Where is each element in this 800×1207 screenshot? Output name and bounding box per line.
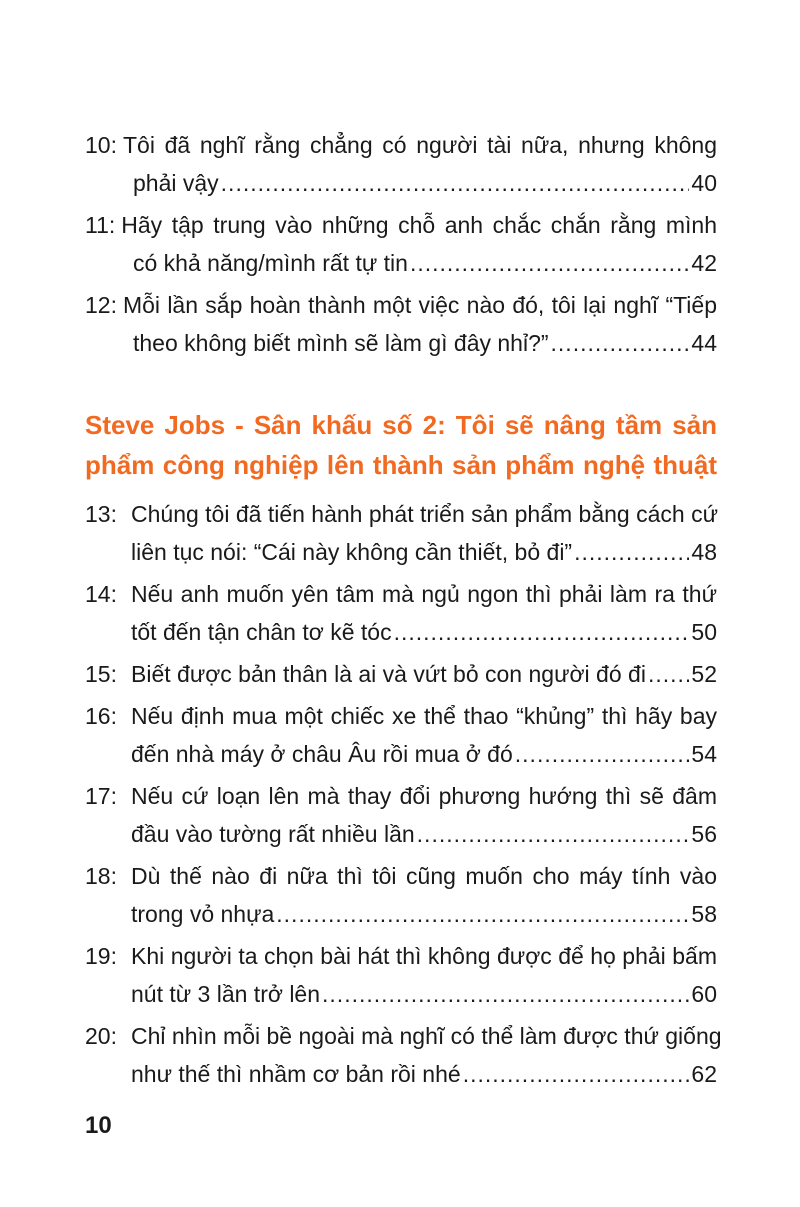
entry-title-line1: Biết được bản thân là ai và vứt bỏ con người đó đi [131, 661, 646, 687]
toc-entry-19 [85, 937, 717, 1013]
toc-entry-20 [85, 1017, 722, 1093]
entry-title-line2: có khả năng/mình rất tự tin [133, 250, 408, 276]
entry-number: 20: [85, 1023, 117, 1049]
entry-title-line1: Hãy tập trung vào những chỗ anh chắc chắn rằng mình [121, 212, 717, 238]
dot-leader [551, 324, 690, 362]
toc-list-part2 [85, 495, 722, 1097]
dot-leader [648, 655, 689, 693]
page-number: 10 [85, 1112, 112, 1139]
toc-entry-15 [85, 655, 717, 693]
entry-title-line2: như thế thì nhầm cơ bản rồi nhé [131, 1061, 461, 1087]
entry-number: 19: [85, 943, 117, 969]
entry-page: 44 [691, 330, 717, 356]
entry-title-line1: Chỉ nhìn mỗi bề ngoài mà nghĩ có thể làm được thứ giống [131, 1023, 722, 1049]
entry-page: 54 [691, 741, 717, 767]
toc-entry-12 [85, 286, 717, 362]
toc-entry-11 [85, 206, 717, 282]
entry-title-line1: Nếu cứ loạn lên mà thay đổi phương hướng thì sẽ đâm [131, 783, 717, 809]
entry-number: 15: [85, 661, 117, 687]
dot-leader [322, 975, 689, 1013]
toc-list-part1 [85, 126, 717, 366]
entry-title-line2: theo không biết mình sẽ làm gì đây nhỉ?” [133, 330, 549, 356]
entry-title-line1: Khi người ta chọn bài hát thì không được để họ phải bấm [131, 943, 717, 969]
entry-number: 13: [85, 501, 117, 527]
dot-leader [221, 164, 690, 202]
entry-page: 58 [691, 901, 717, 927]
entry-number: 17: [85, 783, 117, 809]
entry-title-line2: tốt đến tận chân tơ kẽ tóc [131, 619, 392, 645]
section-heading [85, 405, 717, 485]
entry-title-line2: phải vậy [133, 170, 219, 196]
entry-title-line2: trong vỏ nhựa [131, 901, 275, 927]
dot-leader [417, 815, 690, 853]
toc-entry-10 [85, 126, 717, 202]
entry-title-line1: Dù thế nào đi nữa thì tôi cũng muốn cho máy tính vào [131, 863, 717, 889]
toc-entry-13 [85, 495, 717, 571]
toc-entry-18 [85, 857, 717, 933]
dot-leader [394, 613, 690, 651]
dot-leader [276, 895, 689, 933]
entry-number: 18: [85, 863, 117, 889]
entry-page: 60 [691, 981, 717, 1007]
dot-leader [574, 533, 689, 571]
entry-page: 52 [691, 661, 717, 687]
dot-leader [410, 244, 689, 282]
entry-title-line1: Nếu anh muốn yên tâm mà ngủ ngon thì phải làm ra thứ [131, 581, 717, 607]
dot-leader [515, 735, 690, 773]
entry-page: 50 [691, 619, 717, 645]
section-heading-line2: phẩm công nghiệp lên thành sản phẩm nghệ thuật [85, 450, 717, 480]
toc-entry-17 [85, 777, 717, 853]
entry-title-line2: đến nhà máy ở châu Âu rồi mua ở đó [131, 741, 513, 767]
entry-title-line1: Tôi đã nghĩ rằng chẳng có người tài nữa, nhưng không [122, 132, 717, 158]
toc-entry-14 [85, 575, 717, 651]
entry-number: 16: [85, 703, 117, 729]
entry-title-line2: đầu vào tường rất nhiều lần [131, 821, 415, 847]
section-heading-line1: Steve Jobs - Sân khấu số 2: Tôi sẽ nâng tầm sản [85, 410, 717, 440]
entry-number: 10: [85, 132, 117, 158]
entry-page: 48 [691, 539, 717, 565]
entry-title-line2: nút từ 3 lần trở lên [131, 981, 321, 1007]
entry-title-line1: Nếu định mua một chiếc xe thể thao “khủng” thì hãy bay [131, 703, 717, 729]
entry-page: 40 [691, 170, 717, 196]
entry-page: 56 [691, 821, 717, 847]
entry-page: 62 [691, 1061, 717, 1087]
entry-number: 14: [85, 581, 117, 607]
entry-title-line1: Mỗi lần sắp hoàn thành một việc nào đó, tôi lại nghĩ “Tiếp [122, 292, 717, 318]
dot-leader [463, 1055, 690, 1093]
entry-title-line1: Chúng tôi đã tiến hành phát triển sản phẩm bằng cách cứ [131, 501, 718, 527]
entry-number: 12: [85, 292, 117, 318]
entry-page: 42 [691, 250, 717, 276]
toc-entry-16 [85, 697, 717, 773]
entry-number: 11: [85, 212, 116, 238]
entry-title-line2: liên tục nói: “Cái này không cần thiết, bỏ đi” [131, 539, 573, 565]
